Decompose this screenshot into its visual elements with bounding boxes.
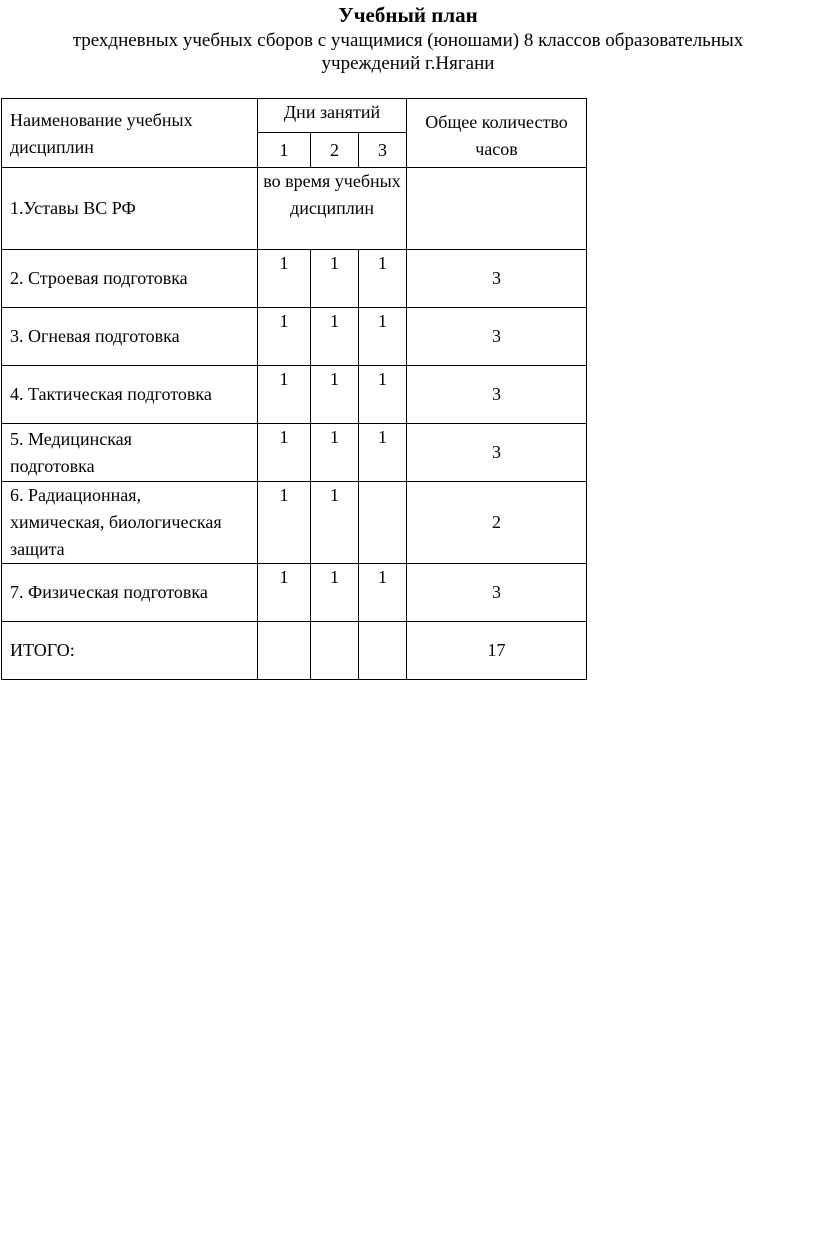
subtitle-line-1: трехдневных учебных сборов с учащимися (юношами) 8 классов образовательных	[72, 30, 744, 51]
row-day-3: 1	[359, 424, 407, 482]
row-discipline-name: 6. Радиационная, химическая, биологическая защита	[2, 482, 258, 564]
row-day-1: 1	[258, 250, 311, 308]
document-title: Учебный план	[338, 3, 478, 27]
row-day-1: 1	[258, 308, 311, 366]
row-day-2: 1	[311, 564, 359, 622]
row-day-1	[258, 622, 311, 680]
row-day-3	[359, 482, 407, 564]
row-day-2	[311, 622, 359, 680]
row-day-1: 1	[258, 424, 311, 482]
row-day-1: 1	[258, 482, 311, 564]
row-total-hours: 3	[407, 424, 587, 482]
row-day-2: 1	[311, 424, 359, 482]
header-discipline: Наименование учебных дисциплин	[2, 99, 258, 168]
header-days: Дни занятий	[258, 99, 407, 133]
row-day-3: 1	[359, 250, 407, 308]
row-grand-total-hours: 17	[407, 622, 587, 680]
row-day-1: 1	[258, 366, 311, 424]
row-total-label: ИТОГО:	[2, 622, 258, 680]
row-day-3: 1	[359, 308, 407, 366]
table-row-total	[2, 622, 587, 680]
header-day-2: 2	[311, 133, 359, 168]
table-row	[2, 564, 587, 622]
row-total-hours	[407, 168, 587, 250]
header-total-hours: Общее количество часов	[407, 99, 587, 168]
row-total-hours: 3	[407, 564, 587, 622]
row-total-hours: 3	[407, 250, 587, 308]
row-day-3	[359, 622, 407, 680]
row-discipline-name: 3. Огневая подготовка	[2, 308, 258, 366]
row-merged-days-note: во время учебных дисциплин	[258, 168, 407, 250]
row-total-hours: 3	[407, 366, 587, 424]
table-row	[2, 424, 587, 482]
row-discipline-name: 1.Уставы ВС РФ	[2, 168, 258, 250]
row-total-hours: 3	[407, 308, 587, 366]
curriculum-table	[1, 98, 587, 680]
table-row	[2, 250, 587, 308]
header-day-1: 1	[258, 133, 311, 168]
row-day-2: 1	[311, 250, 359, 308]
row-day-3: 1	[359, 366, 407, 424]
row-discipline-name: 4. Тактическая подготовка	[2, 366, 258, 424]
table-row	[2, 308, 587, 366]
row-total-hours: 2	[407, 482, 587, 564]
table-row	[2, 482, 587, 564]
row-day-2: 1	[311, 482, 359, 564]
subtitle-line-2: учреждений г.Нягани	[321, 53, 495, 74]
row-discipline-name: 2. Строевая подготовка	[2, 250, 258, 308]
header-row	[2, 99, 587, 133]
row-discipline-name: 7. Физическая подготовка	[2, 564, 258, 622]
row-discipline-name: 5. Медицинская подготовка	[2, 424, 258, 482]
table-row	[2, 366, 587, 424]
row-day-2: 1	[311, 366, 359, 424]
row-day-3: 1	[359, 564, 407, 622]
row-day-2: 1	[311, 308, 359, 366]
row-day-1: 1	[258, 564, 311, 622]
document-subtitle	[30, 29, 786, 75]
table-row	[2, 168, 587, 250]
header-day-3: 3	[359, 133, 407, 168]
